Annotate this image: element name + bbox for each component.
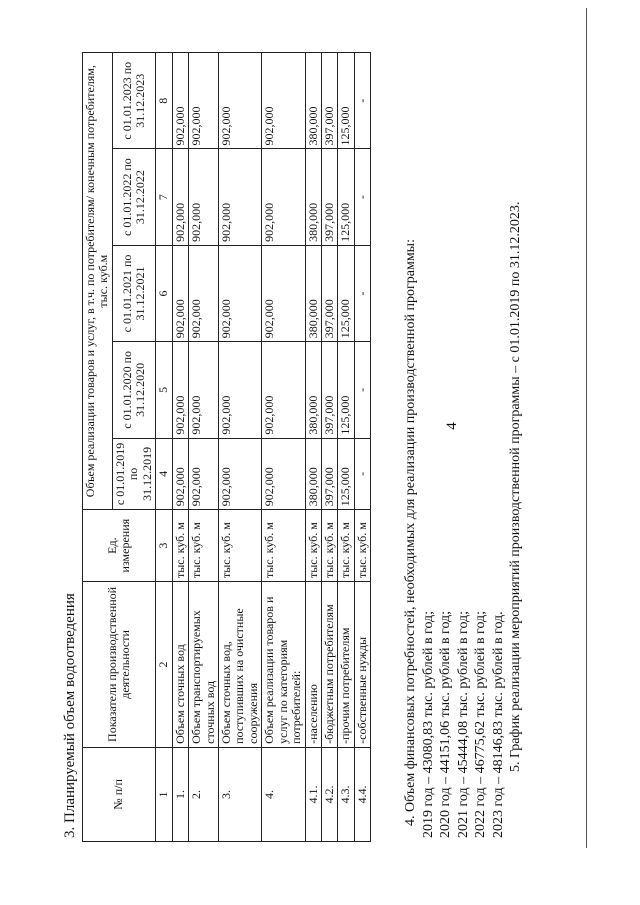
row-value: 902,000: [189, 53, 219, 149]
row-unit: тыс. куб. м: [322, 510, 338, 582]
row-value: -: [354, 438, 370, 510]
row-value: 902,000: [172, 245, 188, 341]
page-number: 4: [444, 422, 460, 430]
row-number: 1.: [172, 747, 188, 841]
water-disposal-table: [82, 52, 371, 842]
row-indicator: Объем сточных вод: [172, 582, 188, 748]
row-value: 902,000: [262, 149, 305, 245]
header-period-2023: с 01.01.2023 по 31.12.2023: [112, 53, 155, 149]
row-value: 397,000: [322, 245, 338, 341]
row-value: 902,000: [189, 149, 219, 245]
schedule-line: 5. График реализации мероприятий производственной программы – с 01.01.2019 по 31.12.2023.: [508, 201, 523, 772]
col-number: 1: [156, 747, 172, 841]
row-value: 397,000: [322, 342, 338, 438]
row-value: 902,000: [262, 342, 305, 438]
row-value: 125,000: [338, 245, 354, 341]
table-row: [305, 53, 321, 842]
row-number: 3.: [218, 747, 261, 841]
row-indicator: -собственные нужды: [354, 582, 370, 748]
row-value: 380,000: [305, 149, 321, 245]
table-row: [322, 53, 338, 842]
row-unit: тыс. куб. м: [354, 510, 370, 582]
table-row: [218, 53, 261, 842]
row-value: 902,000: [172, 149, 188, 245]
row-value: 902,000: [262, 438, 305, 510]
row-value: 902,000: [172, 53, 188, 149]
row-value: 902,000: [218, 342, 261, 438]
row-number: 4.1.: [305, 747, 321, 841]
row-value: 902,000: [189, 438, 219, 510]
header-period-2019: с 01.01.2019 по 31.12.2019: [112, 438, 155, 510]
header-num: № п/п: [83, 747, 156, 841]
col-number: 5: [156, 342, 172, 438]
table-row: [338, 53, 354, 842]
row-value: 902,000: [172, 438, 188, 510]
row-indicator: Объем реализации товаров и услуг по категориям потребителей:: [262, 582, 305, 748]
row-indicator: Объем транспортируемых сточных вод: [189, 582, 219, 748]
financial-year-line: 2022 год – 46775,62 тыс. рублей в год;: [473, 610, 488, 838]
table-row: [172, 53, 188, 842]
row-unit: тыс. куб. м: [262, 510, 305, 582]
financial-needs-section: [402, 58, 525, 838]
row-unit: тыс. куб. м: [218, 510, 261, 582]
row-number: 2.: [189, 747, 219, 841]
table-row: [262, 53, 305, 842]
row-number: 4.: [262, 747, 305, 841]
row-number: 4.2.: [322, 747, 338, 841]
section-heading: 3. Планируемый объем водоотведения: [62, 593, 78, 838]
financial-year-line: 2021 год – 45444,08 тыс. рублей в год;: [455, 610, 471, 838]
row-value: -: [354, 245, 370, 341]
column-number-row: [156, 53, 172, 842]
row-indicator: Объем сточных вод, поступивших на очистные сооружения: [218, 582, 261, 748]
row-value: -: [354, 53, 370, 149]
col-number: 7: [156, 149, 172, 245]
row-value: 380,000: [305, 53, 321, 149]
row-value: 397,000: [322, 438, 338, 510]
row-value: 125,000: [338, 53, 354, 149]
table-row: [354, 53, 370, 842]
col-number: 3: [156, 510, 172, 582]
row-value: 397,000: [322, 53, 338, 149]
header-unit: Ед. измерения: [83, 510, 156, 582]
financial-year-line: 2019 год – 43080,83 тыс. рублей в год;: [420, 610, 436, 838]
header-period-2022: с 01.01.2022 по 31.12.2022: [112, 149, 155, 245]
row-unit: тыс. куб. м: [305, 510, 321, 582]
row-value: -: [354, 342, 370, 438]
row-value: 902,000: [262, 53, 305, 149]
row-value: 902,000: [172, 342, 188, 438]
row-indicator: -населению: [305, 582, 321, 748]
row-value: 380,000: [305, 245, 321, 341]
bottom-rule: [586, 8, 587, 848]
row-value: 902,000: [218, 245, 261, 341]
col-number: 4: [156, 438, 172, 510]
row-value: 902,000: [189, 342, 219, 438]
row-value: 902,000: [218, 438, 261, 510]
financial-needs-heading: 4. Объем финансовых потребностей, необходимых для реализации производственной программы:: [403, 239, 418, 826]
header-indicator: Показатели производственной деятельности: [83, 582, 156, 748]
table-row: [189, 53, 219, 842]
row-value: 125,000: [338, 438, 354, 510]
row-value: 902,000: [262, 245, 305, 341]
row-number: 4.3.: [338, 747, 354, 841]
row-number: 4.4.: [354, 747, 370, 841]
row-value: 902,000: [218, 149, 261, 245]
col-number: 8: [156, 53, 172, 149]
financial-year-line: 2023 год – 48146,83 тыс. рублей в год.: [490, 611, 506, 838]
row-value: 125,000: [338, 342, 354, 438]
col-number: 6: [156, 245, 172, 341]
header-period-2021: с 01.01.2021 по 31.12.2021: [112, 245, 155, 341]
header-period-2020: с 01.01.2020 по 31.12.2020: [112, 342, 155, 438]
col-number: 2: [156, 582, 172, 748]
row-value: 380,000: [305, 438, 321, 510]
row-value: -: [354, 149, 370, 245]
row-value: 902,000: [218, 53, 261, 149]
row-unit: тыс. куб. м: [172, 510, 188, 582]
row-unit: тыс. куб. м: [338, 510, 354, 582]
row-unit: тыс. куб. м: [189, 510, 219, 582]
row-value: 125,000: [338, 149, 354, 245]
row-value: 380,000: [305, 342, 321, 438]
row-indicator: -прочим потребителям: [338, 582, 354, 748]
header-volume-group: Объем реализации товаров и услуг, в т.ч. по потребителям/ конечным потребителям, тыс. куб.м: [83, 53, 113, 510]
row-value: 397,000: [322, 149, 338, 245]
document-page: [52, 0, 612, 848]
row-value: 902,000: [189, 245, 219, 341]
row-indicator: -бюджетным потребителям: [322, 582, 338, 748]
financial-year-line: 2020 год – 44151,06 тыс. рублей в год;: [438, 610, 453, 838]
